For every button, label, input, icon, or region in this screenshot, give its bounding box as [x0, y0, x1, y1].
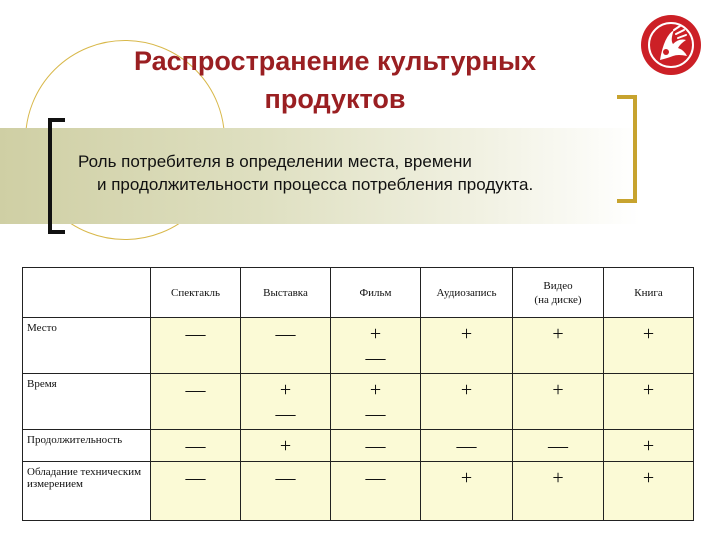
table-cell: —	[151, 462, 241, 521]
table-cell: +	[513, 318, 604, 374]
row-label: Место	[23, 318, 151, 374]
row-label: Продолжительность	[23, 430, 151, 462]
table-cell: +	[604, 462, 694, 521]
column-header: Спектакль	[151, 268, 241, 318]
table-cell: +	[421, 374, 513, 430]
table-row	[23, 318, 694, 374]
row-label: Обладание техническим измерением	[23, 462, 151, 521]
table-cell: +	[241, 430, 331, 462]
table-cell: —	[241, 462, 331, 521]
circle-logo-icon	[640, 14, 702, 76]
row-label: Время	[23, 374, 151, 430]
table-cell: +	[513, 462, 604, 521]
column-header: Аудиозапись	[421, 268, 513, 318]
table-header-row	[23, 268, 694, 318]
table-row	[23, 462, 694, 521]
slide-title: Распространение культурных продуктов	[133, 46, 537, 114]
column-header: Фильм	[331, 268, 421, 318]
table-cell: —	[331, 462, 421, 521]
left-bracket	[48, 118, 65, 234]
table-cell: +	[604, 374, 694, 430]
column-header: Книга	[604, 268, 694, 318]
table-row	[23, 374, 694, 430]
table-cell: —	[151, 318, 241, 374]
table-cell: —	[513, 430, 604, 462]
table-cell: +	[421, 318, 513, 374]
table-cell: +	[513, 374, 604, 430]
column-header: Выставка	[241, 268, 331, 318]
table-cell: —	[151, 430, 241, 462]
table-cell: —	[331, 430, 421, 462]
table-row	[23, 430, 694, 462]
header-corner	[23, 268, 151, 318]
column-header: Видео (на диске)	[513, 268, 604, 318]
table-cell: +	[604, 318, 694, 374]
table-cell: —	[151, 374, 241, 430]
table-cell: —	[421, 430, 513, 462]
table-cell: +	[421, 462, 513, 521]
subtitle-line-2: и продолжительности процесса потребления продукта.	[97, 175, 534, 194]
subtitle-line-1: Роль потребителя в определении места, времени	[78, 152, 472, 171]
table-cell: —	[241, 318, 331, 374]
table-cell: + —	[241, 374, 331, 430]
table-cell: + —	[331, 318, 421, 374]
table-cell: +	[604, 430, 694, 462]
consumption-table	[22, 267, 694, 521]
table-cell: + —	[331, 374, 421, 430]
slide-subtitle	[78, 150, 638, 196]
